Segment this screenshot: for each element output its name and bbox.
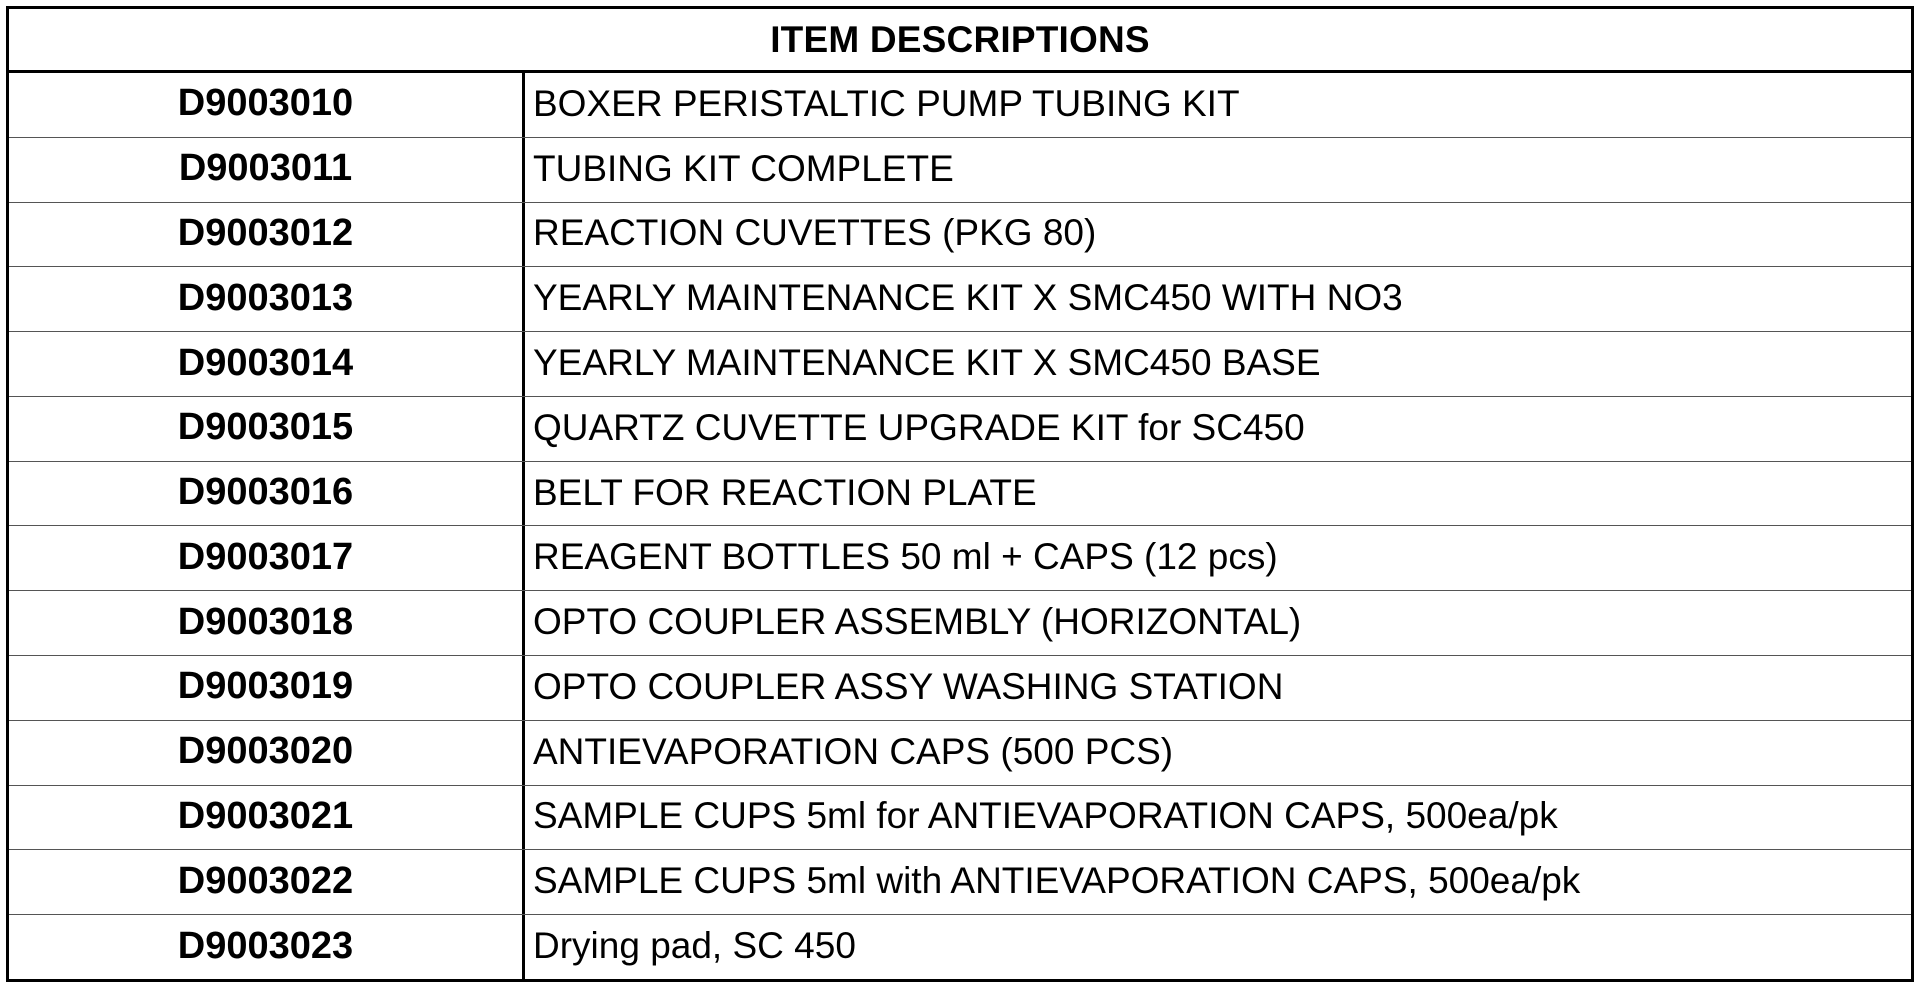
item-description: OPTO COUPLER ASSY WASHING STATION xyxy=(533,665,1284,707)
table-row xyxy=(9,332,1911,397)
item-code: D9003012 xyxy=(9,203,525,267)
item-code: D9003014 xyxy=(9,332,525,396)
table-row xyxy=(9,203,1911,268)
item-description: SAMPLE CUPS 5ml with ANTIEVAPORATION CAPS, 500ea/pk xyxy=(533,860,1581,902)
item-description: BOXER PERISTALTIC PUMP TUBING KIT xyxy=(533,82,1240,124)
item-code: D9003020 xyxy=(9,721,525,785)
item-description: TUBING KIT COMPLETE xyxy=(533,147,954,189)
item-description: YEARLY MAINTENANCE KIT X SMC450 BASE xyxy=(533,342,1321,384)
item-description: ANTIEVAPORATION CAPS (500 PCS) xyxy=(533,730,1174,772)
table-row xyxy=(9,397,1911,462)
table-row xyxy=(9,73,1911,138)
table-row xyxy=(9,656,1911,721)
table-row xyxy=(9,786,1911,851)
item-code: D9003018 xyxy=(9,591,525,655)
table-row xyxy=(9,267,1911,332)
item-descriptions-table xyxy=(6,6,1914,982)
item-code: D9003022 xyxy=(9,850,525,914)
item-code: D9003015 xyxy=(9,397,525,461)
table-row xyxy=(9,721,1911,786)
item-description: QUARTZ CUVETTE UPGRADE KIT for SC450 xyxy=(533,406,1305,448)
item-description: REAGENT BOTTLES 50 ml + CAPS (12 pcs) xyxy=(533,536,1278,578)
table-row xyxy=(9,526,1911,591)
item-description: YEARLY MAINTENANCE KIT X SMC450 WITH NO3 xyxy=(533,277,1403,319)
item-description: Drying pad, SC 450 xyxy=(533,925,856,967)
item-description: BELT FOR REACTION PLATE xyxy=(533,471,1037,513)
table-row xyxy=(9,138,1911,203)
item-description: SAMPLE CUPS 5ml for ANTIEVAPORATION CAPS, 500ea/pk xyxy=(533,795,1558,837)
item-description: OPTO COUPLER ASSEMBLY (HORIZONTAL) xyxy=(533,601,1302,643)
item-code: D9003017 xyxy=(9,526,525,590)
item-code: D9003011 xyxy=(9,138,525,202)
item-code: D9003016 xyxy=(9,462,525,526)
table-title: ITEM DESCRIPTIONS xyxy=(9,9,1911,73)
table-row xyxy=(9,915,1911,979)
table-row xyxy=(9,850,1911,915)
table-row xyxy=(9,591,1911,656)
item-code: D9003021 xyxy=(9,786,525,850)
table-body xyxy=(9,73,1911,979)
item-code: D9003010 xyxy=(9,73,525,137)
item-code: D9003013 xyxy=(9,267,525,331)
table-row xyxy=(9,462,1911,527)
item-description: REACTION CUVETTES (PKG 80) xyxy=(533,212,1097,254)
item-code: D9003023 xyxy=(9,915,525,979)
item-code: D9003019 xyxy=(9,656,525,720)
